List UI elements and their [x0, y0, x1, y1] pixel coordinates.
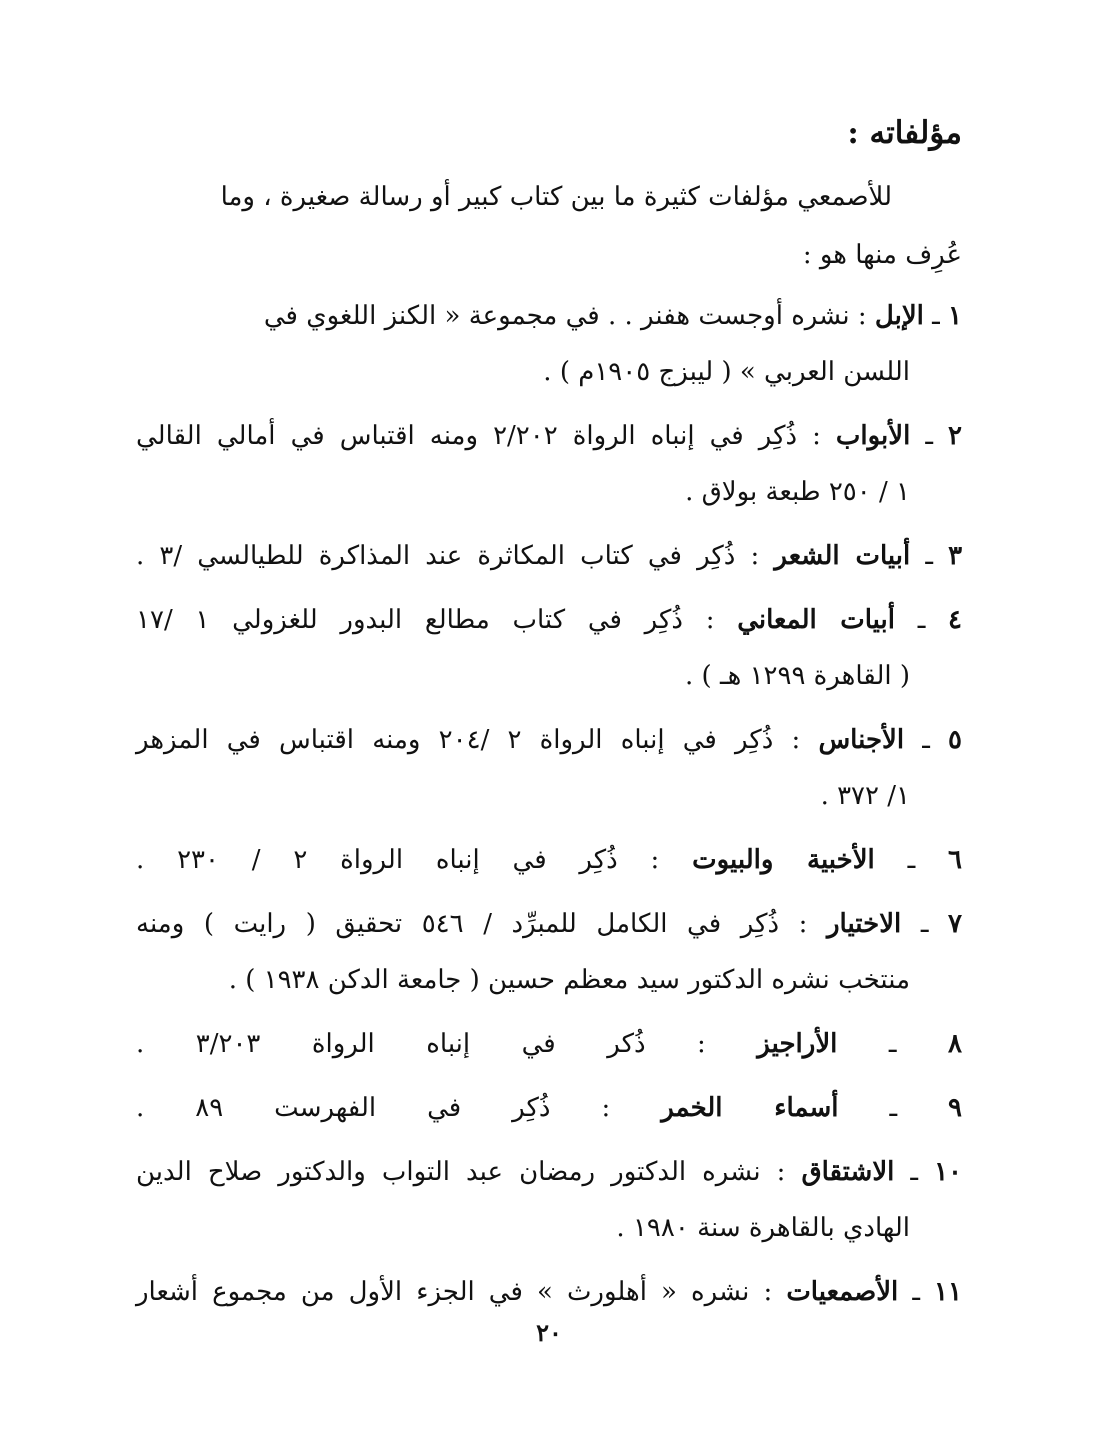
work-description: : ذُكِر في إنباه الرواة ٢/٢٠٢ ومنه اقتباس في أمالي القالي: [136, 421, 821, 451]
work-description: : ذُكِر في إنباه الرواة ٢ /٢٠٤ ومنه اقتباس في المزهر: [136, 725, 801, 755]
work-title: أسماء الخمر: [661, 1093, 839, 1123]
item-number: ١١: [934, 1277, 962, 1307]
work-title: الإبل: [874, 301, 924, 331]
work-description: : ذُكِر في كتاب المكاثرة عند المذاكرة للطيالسي /٣ .: [136, 541, 760, 571]
item-number: ٩: [948, 1093, 963, 1123]
work-description: : ذُكِر في الفهرست ٨٩ .: [136, 1093, 611, 1123]
work-title: أبيات المعاني: [737, 605, 895, 635]
list-item-line: ٧ ـ الاختيار : ذُكِر في الكامل للمبرِّد / ٥٤٦ تحقيق ( رايت ) ومنه: [136, 909, 963, 939]
list-item-line: ٥ ـ الأجناس : ذُكِر في إنباه الرواة ٢ /٢٠٤ ومنه اقتباس في المزهر: [136, 725, 963, 755]
intro-paragraph: [136, 168, 962, 284]
work-title: الأصمعيات: [786, 1277, 899, 1307]
work-description: : ذُكر في إنباه الرواة ٣/٢٠٣ .: [136, 1029, 706, 1059]
list-item: [136, 288, 962, 400]
work-title: أبيات الشعر: [774, 541, 911, 571]
item-number: ٢: [948, 421, 962, 451]
work-description-continued: ١/ ٣٧٢ .: [820, 781, 910, 811]
list-item: [136, 832, 962, 888]
item-number: ١: [948, 301, 962, 331]
work-description: : ذُكِر في الكامل للمبرِّد / ٥٤٦ تحقيق ( رايت ) ومنه: [136, 909, 808, 939]
work-description: : ذُكِر في إنباه الرواة ٢ / ٢٣٠ .: [136, 845, 660, 875]
work-title: الأراجيز: [757, 1029, 838, 1059]
work-description: : نشره أوجست هفنر . . في مجموعة « الكنز اللغوي في: [263, 301, 867, 331]
intro-line-2: عُرِف منها هو :: [802, 240, 962, 270]
list-item: [136, 1080, 962, 1136]
work-description: : نشره الدكتور رمضان عبد التواب والدكتور صلاح الدين: [136, 1157, 786, 1187]
work-description-continued: منتخب نشره الدكتور سيد معظم حسين ( جامعة الدكن ١٩٣٨ ) .: [228, 965, 910, 995]
list-item: [136, 896, 962, 1008]
list-item-line: ٩ ـ أسماء الخمر : ذُكِر في الفهرست ٨٩ .: [136, 1093, 963, 1123]
list-item: [136, 592, 962, 704]
intro-line-1: للأصمعي مؤلفات كثيرة ما بين كتاب كبير أو رسالة صغيرة ، وما: [220, 182, 892, 212]
list-item-line: ٢ ـ الأبواب : ذُكِر في إنباه الرواة ٢/٢٠٢ ومنه اقتباس في أمالي القالي: [136, 421, 962, 451]
list-item-line: ١٠ ـ الاشتقاق : نشره الدكتور رمضان عبد التواب والدكتور صلاح الدين: [136, 1157, 963, 1187]
work-title: الاشتقاق: [801, 1157, 895, 1187]
item-number: ٧: [948, 909, 963, 939]
item-number: ٥: [948, 725, 963, 755]
list-item-line: ١ ـ الإبل : نشره أوجست هفنر . . في مجموعة « الكنز اللغوي في: [263, 301, 962, 331]
list-item: [136, 1016, 962, 1072]
list-item-line: ٣ ـ أبيات الشعر : ذُكِر في كتاب المكاثرة عند المذاكرة للطيالسي /٣ .: [136, 541, 963, 571]
item-number: ٤: [948, 605, 963, 635]
item-number: ٣: [948, 541, 963, 571]
work-description-continued: ١ / ٢٥٠ طبعة بولاق .: [685, 477, 910, 507]
work-title: الأجناس: [818, 725, 905, 755]
work-description: : ذُكِر في كتاب مطالع البدور للغزولي ١ /١٧: [136, 605, 715, 635]
work-title: الاختيار: [826, 909, 902, 939]
list-item-line: ٦ ـ الأخبية والبيوت : ذُكِر في إنباه الرواة ٢ / ٢٣٠ .: [136, 845, 962, 875]
item-number: ٦: [948, 845, 962, 875]
list-item: [136, 528, 962, 584]
item-number: ١٠: [934, 1157, 963, 1187]
list-item-line: ١١ ـ الأصمعيات : نشره « أهلورث » في الجزء الأول من مجموع أشعار: [136, 1277, 962, 1307]
page-number: ٢٠: [536, 1318, 562, 1347]
list-item-line: ٤ ـ أبيات المعاني : ذُكِر في كتاب مطالع البدور للغزولي ١ /١٧: [136, 605, 963, 635]
list-item: [136, 1264, 962, 1320]
work-description-continued: اللسن العربي » ( ليبزج ١٩٠٥م ) .: [543, 357, 910, 387]
work-description-continued: ( القاهرة ١٢٩٩ هـ ) .: [685, 661, 910, 691]
work-title: الأخبية والبيوت: [692, 845, 875, 875]
work-description: : نشره « أهلورث » في الجزء الأول من مجموع أشعار: [136, 1277, 773, 1307]
list-item: [136, 712, 962, 824]
item-number: ٨: [948, 1029, 962, 1059]
list-item: [136, 1144, 962, 1256]
work-description-continued: الهادي بالقاهرة سنة ١٩٨٠ .: [616, 1213, 910, 1243]
list-item-line: ٨ ـ الأراجيز : ذُكر في إنباه الرواة ٣/٢٠٣ .: [136, 1029, 962, 1059]
work-title: الأبواب: [835, 421, 911, 451]
works-list: [136, 288, 962, 1328]
list-item: [136, 408, 962, 520]
section-heading: مؤلفاته :: [847, 115, 962, 151]
